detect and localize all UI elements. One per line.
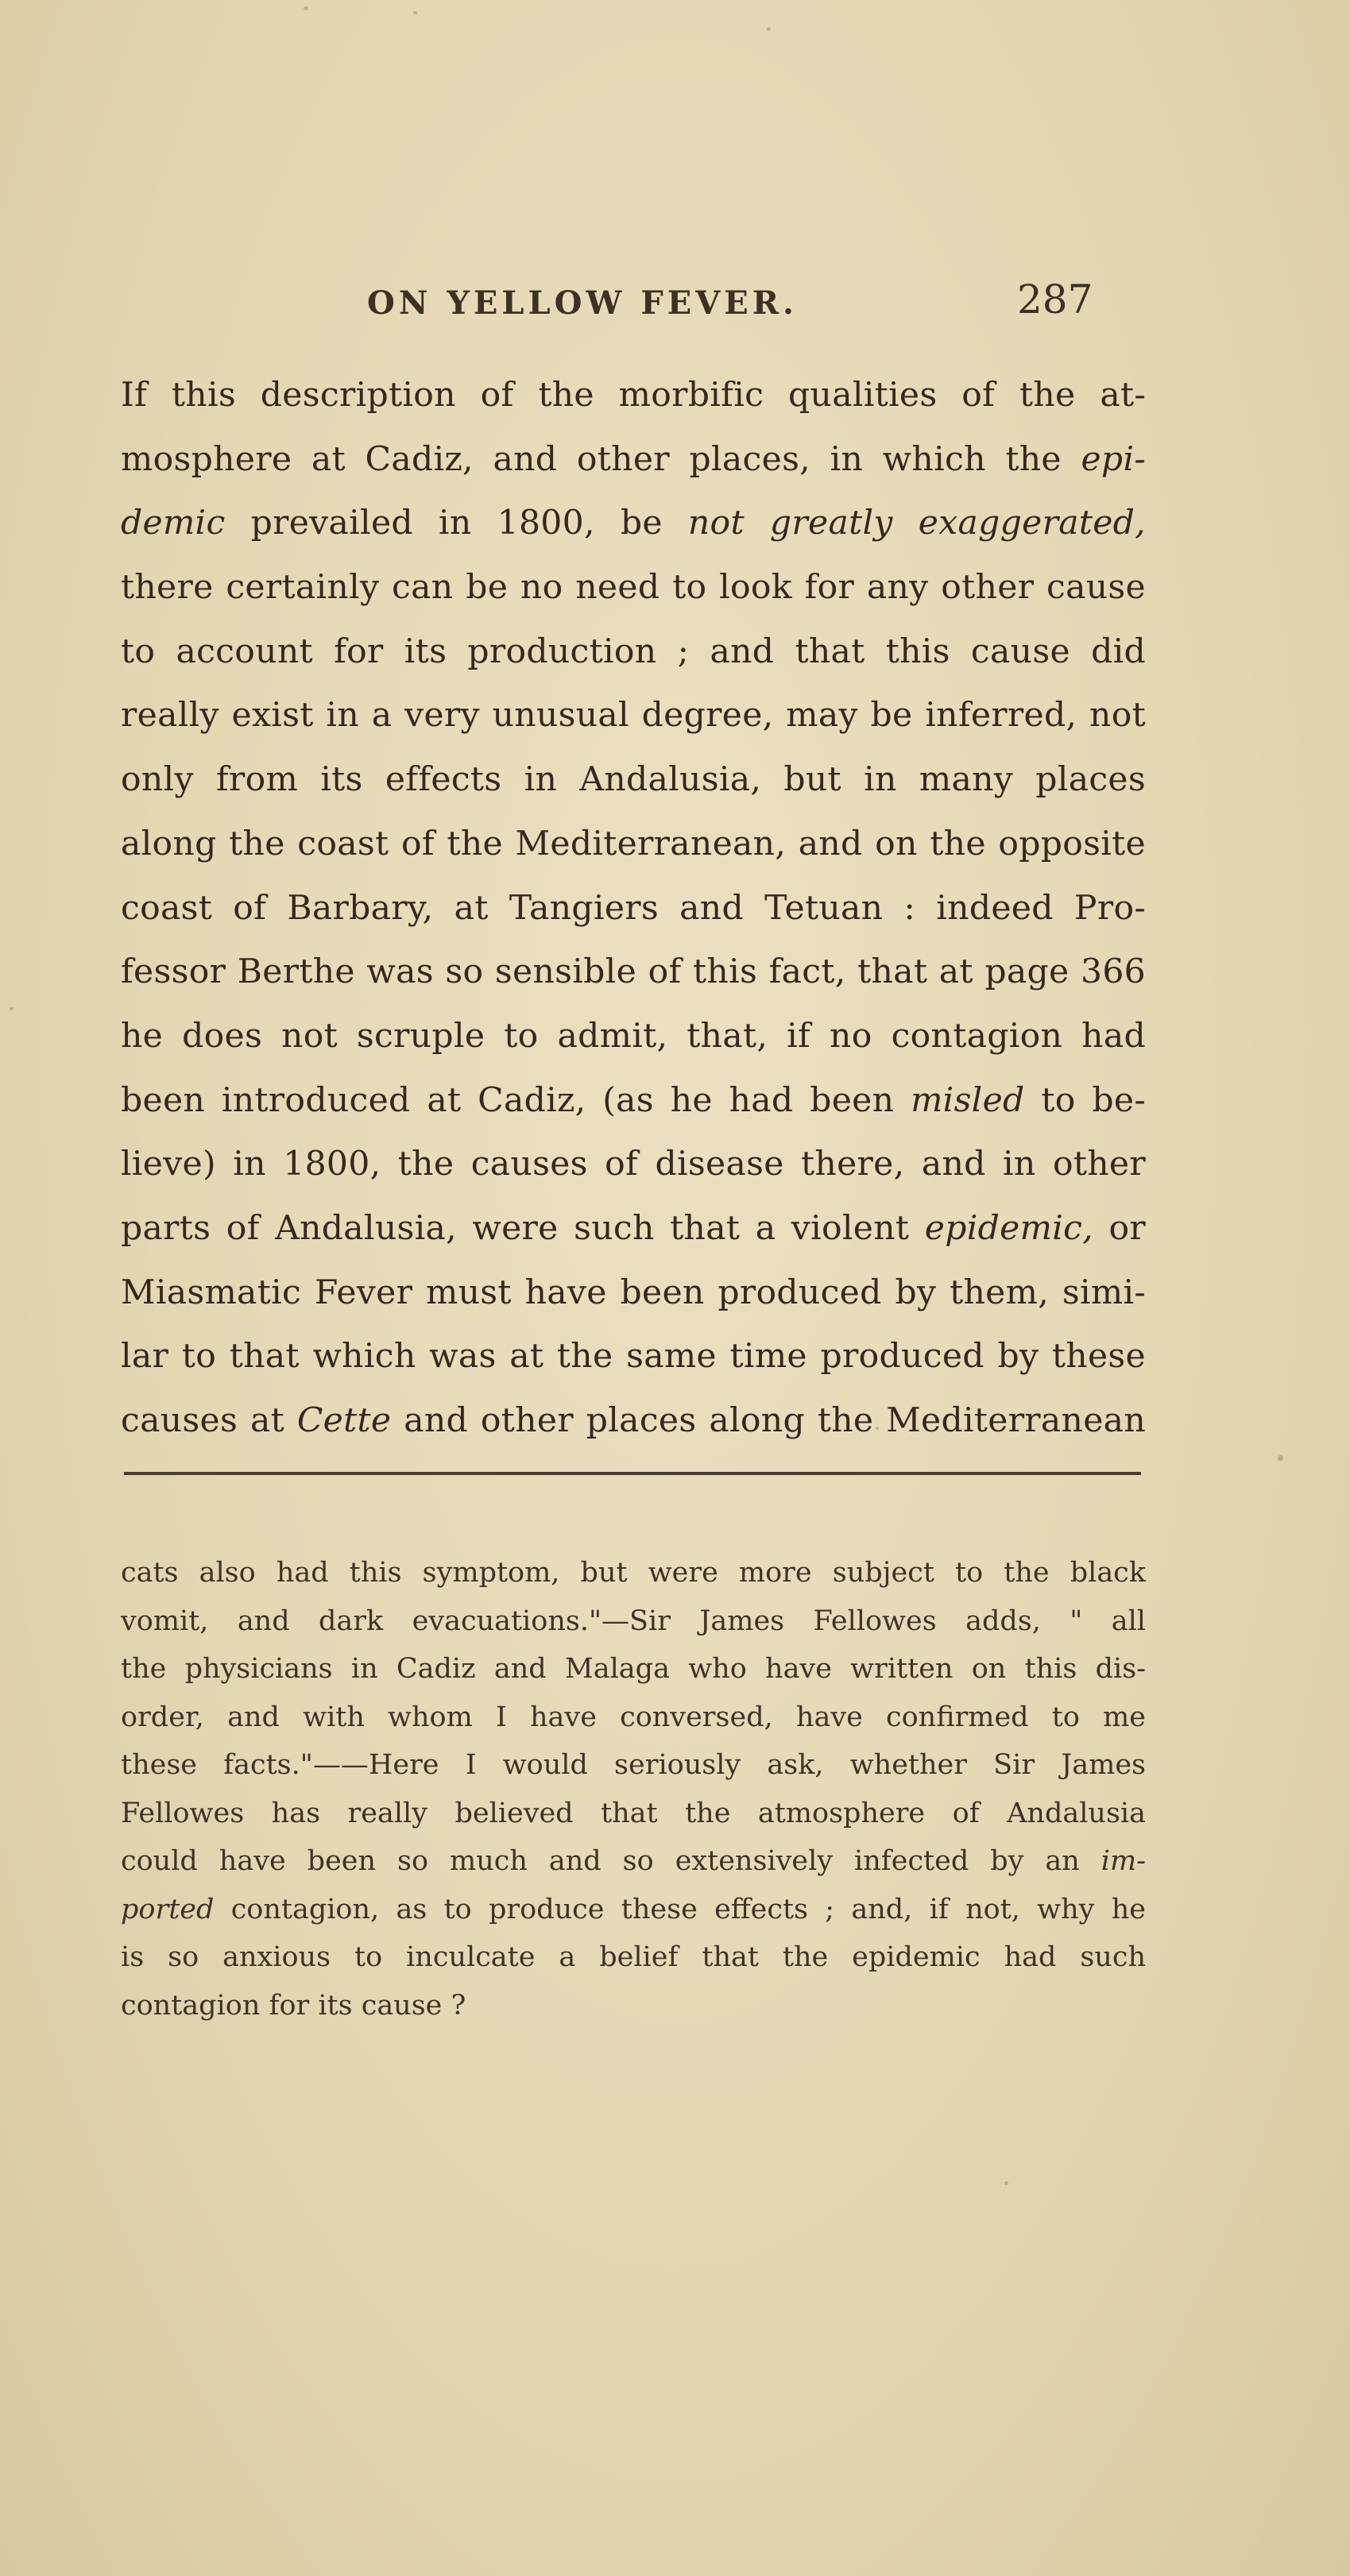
footnote-line [121,1982,1146,2030]
text-run: fessor Berthe was so sensible of this fact, that at page 366 [121,952,1146,992]
footnote-line [121,1694,1146,1742]
paper-speck [1004,2181,1008,2185]
main-text [121,364,1146,1454]
text-run: causes at [121,1401,297,1440]
text-run: he does not scruple to admit, that, if no contagion had [121,1016,1146,1056]
footnote [121,1549,1146,2030]
text-run: really exist in a very unusual degree, may be inferred, not [121,696,1146,736]
text-line [121,620,1146,685]
text-run: Miasmatic Fever must have been produced by them, simi- [121,1273,1146,1312]
text-line [121,684,1146,748]
text-run: mosphere at Cadiz, and other places, in which the [121,439,1081,479]
paper-speck [413,11,417,14]
text-run: to be- [1024,1080,1146,1120]
text-run: order, and with whom I have conversed, have confirmed to me [121,1701,1146,1733]
text-run: contagion, as to produce these effects ; and, if not, why he [214,1893,1146,1925]
text-run: these facts."——Here I would seriously ask, whether Sir James [121,1749,1146,1781]
text-run: lieve) in 1800, the causes of disease there, and in other [121,1145,1146,1184]
text-line [121,940,1146,1005]
footnote-line [121,1741,1146,1790]
text-line [121,428,1146,492]
text-run: and other places along the Mediterranean [391,1401,1146,1440]
text-line [121,1389,1146,1454]
italic-text: im- [1101,1845,1146,1877]
paper-speck [10,1007,14,1010]
text-line [121,1005,1146,1069]
italic-text: not greatly exaggerated, [687,504,1146,543]
text-run: or [1093,1208,1146,1248]
italic-text: ported [121,1893,215,1925]
footnote-line [121,1886,1146,1934]
text-line [121,1133,1146,1197]
text-run: contagion for its cause ? [121,1989,466,2022]
italic-text: epi- [1081,439,1146,479]
text-run: been introduced at Cadiz, (as he had been [121,1080,911,1120]
text-run: vomit, and dark evacuations."—Sir James Fellowes adds, " all [121,1605,1146,1637]
footnote-line [121,1549,1146,1597]
running-title: ON YELLOW FEVER. [367,284,798,322]
footnote-line [121,1837,1146,1886]
paper-speck [1278,1455,1283,1461]
text-line [121,1261,1146,1326]
footnote-line [121,1597,1146,1646]
italic-text: demic [121,504,226,543]
text-line [121,877,1146,941]
paper-speck [767,27,771,31]
text-line [121,1325,1146,1389]
text-run: cats also had this symptom, but were more subject to the black [121,1557,1146,1589]
text-run: If this description of the morbific qualities of the at- [121,376,1146,415]
footnote-line [121,1790,1146,1838]
text-run: Fellowes has really believed that the atmosphere of Andalusia [121,1797,1146,1829]
text-run: only from its effects in Andalusia, but in many places [121,760,1146,800]
footnote-rule [124,1472,1141,1475]
text-line [121,1197,1146,1261]
italic-text: Cette [296,1401,392,1440]
text-run: is so anxious to inculcate a belief that the epidemic had such [121,1941,1146,1973]
text-line [121,1069,1146,1134]
paper-speck [304,6,308,10]
text-line [121,492,1146,556]
italic-text: misled [911,1080,1025,1120]
text-run: coast of Barbary, at Tangiers and Tetuan : indeed Pro- [121,888,1146,928]
text-line [121,364,1146,428]
text-run: there certainly can be no need to look for any other cause [121,568,1146,608]
text-run: to account for its production ; and that this cause did [121,631,1146,671]
text-run: parts of Andalusia, were such that a violent [121,1208,925,1248]
footnote-line [121,1933,1146,1982]
text-line [121,748,1146,813]
text-run: could have been so much and so extensively infected by an [121,1845,1101,1877]
text-run: the physicians in Cadiz and Malaga who have written on this dis- [121,1653,1146,1685]
text-run: prevailed in 1800, be [225,504,688,543]
italic-text: epidemic, [924,1208,1093,1248]
text-line [121,813,1146,877]
text-line [121,556,1146,620]
text-run: lar to that which was at the same time produced by these [121,1337,1146,1377]
page-number: 287 [1017,276,1093,322]
text-run: along the coast of the Mediterranean, and on the opposite [121,824,1146,863]
footnote-line [121,1645,1146,1694]
page-header [0,276,1350,332]
